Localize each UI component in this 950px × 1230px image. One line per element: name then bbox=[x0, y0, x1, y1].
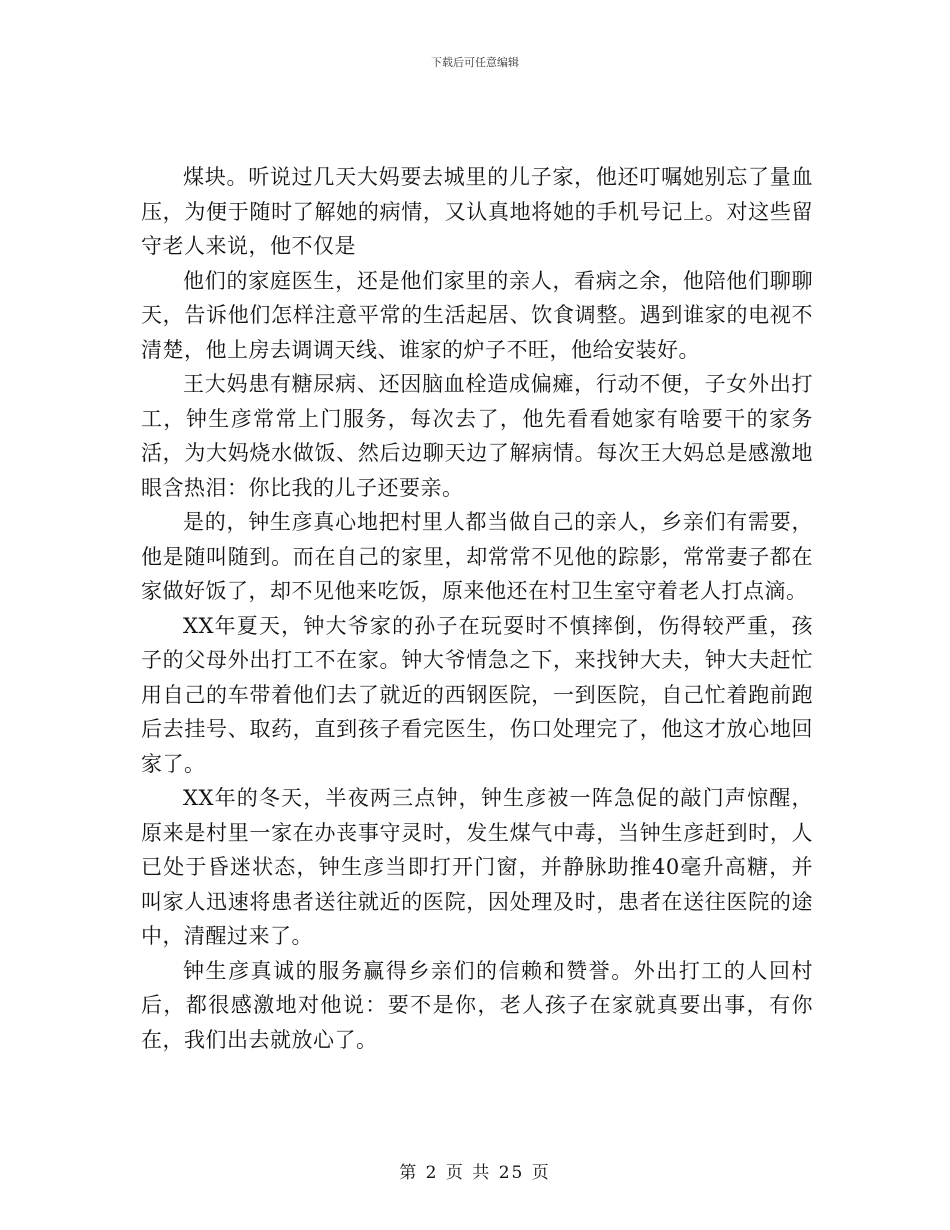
page-header: 下载后可任意编辑 bbox=[431, 56, 519, 69]
paragraph-3: 王大妈患有糖尿病、还因脑血栓造成偏瘫，行动不便，子女外出打工，钟生彦常常上门服务，每次去了，他先看看她家有啥要干的家务活，为大妈烧水做饭、然后边聊天边了解病情。每次王大妈总是感激地眼含热泪：你比我的儿子还要亲。 bbox=[141, 372, 813, 500]
paragraph-2: 他们的家庭医生，还是他们家里的亲人，看病之余，他陪他们聊聊天，告诉他们怎样注意平常的生活起居、饮食调整。遇到谁家的电视不清楚，他上房去调调天线、谁家的炉子不旺，他给安装好。 bbox=[141, 268, 813, 362]
paragraph-7: 钟生彦真诚的服务赢得乡亲们的信赖和赞誉。外出打工的人回村后，都很感激地对他说：要不是你，老人孩子在家就真要出事，有你在，我们出去就放心了。 bbox=[141, 958, 813, 1052]
paragraph-6: XX年的冬天，半夜两三点钟，钟生彦被一阵急促的敲门声惊醒，原来是村里一家在办丧事守灵时，发生煤气中毒，当钟生彦赶到时，人已处于昏迷状态，钟生彦当即打开门窗，并静脉助推40毫升高糖，并叫家人迅速将患者送往就近的医院，因处理及时，患者在送往医院的途中，清醒过来了。 bbox=[141, 786, 813, 948]
page-number-footer: 第 2 页 共 25 页 bbox=[399, 1163, 551, 1183]
paragraph-5: XX年夏天，钟大爷家的孙子在玩耍时不慎摔倒，伤得较严重，孩子的父母外出打工不在家。钟大爷情急之下，来找钟大夫，钟大夫赶忙用自己的车带着他们去了就近的西钢医院，一到医院，自己忙着跑前跑后去挂号、取药，直到孩子看完医生，伤口处理完了，他这才放心地回家了。 bbox=[141, 613, 813, 776]
paragraph-1: 煤块。听说过几天大妈要去城里的儿子家，他还叮嘱她别忘了量血压，为便于随时了解她的病情，又认真地将她的手机号记上。对这些留守老人来说，他不仅是 bbox=[141, 165, 813, 258]
document-body bbox=[141, 160, 813, 1057]
paragraph-4: 是的，钟生彦真心地把村里人都当做自己的亲人，乡亲们有需要，他是随叫随到。而在自己的家里，却常常不见他的踪影，常常妻子都在家做好饭了，却不见他来吃饭，原来他还在村卫生室守着老人打点滴。 bbox=[141, 510, 813, 603]
